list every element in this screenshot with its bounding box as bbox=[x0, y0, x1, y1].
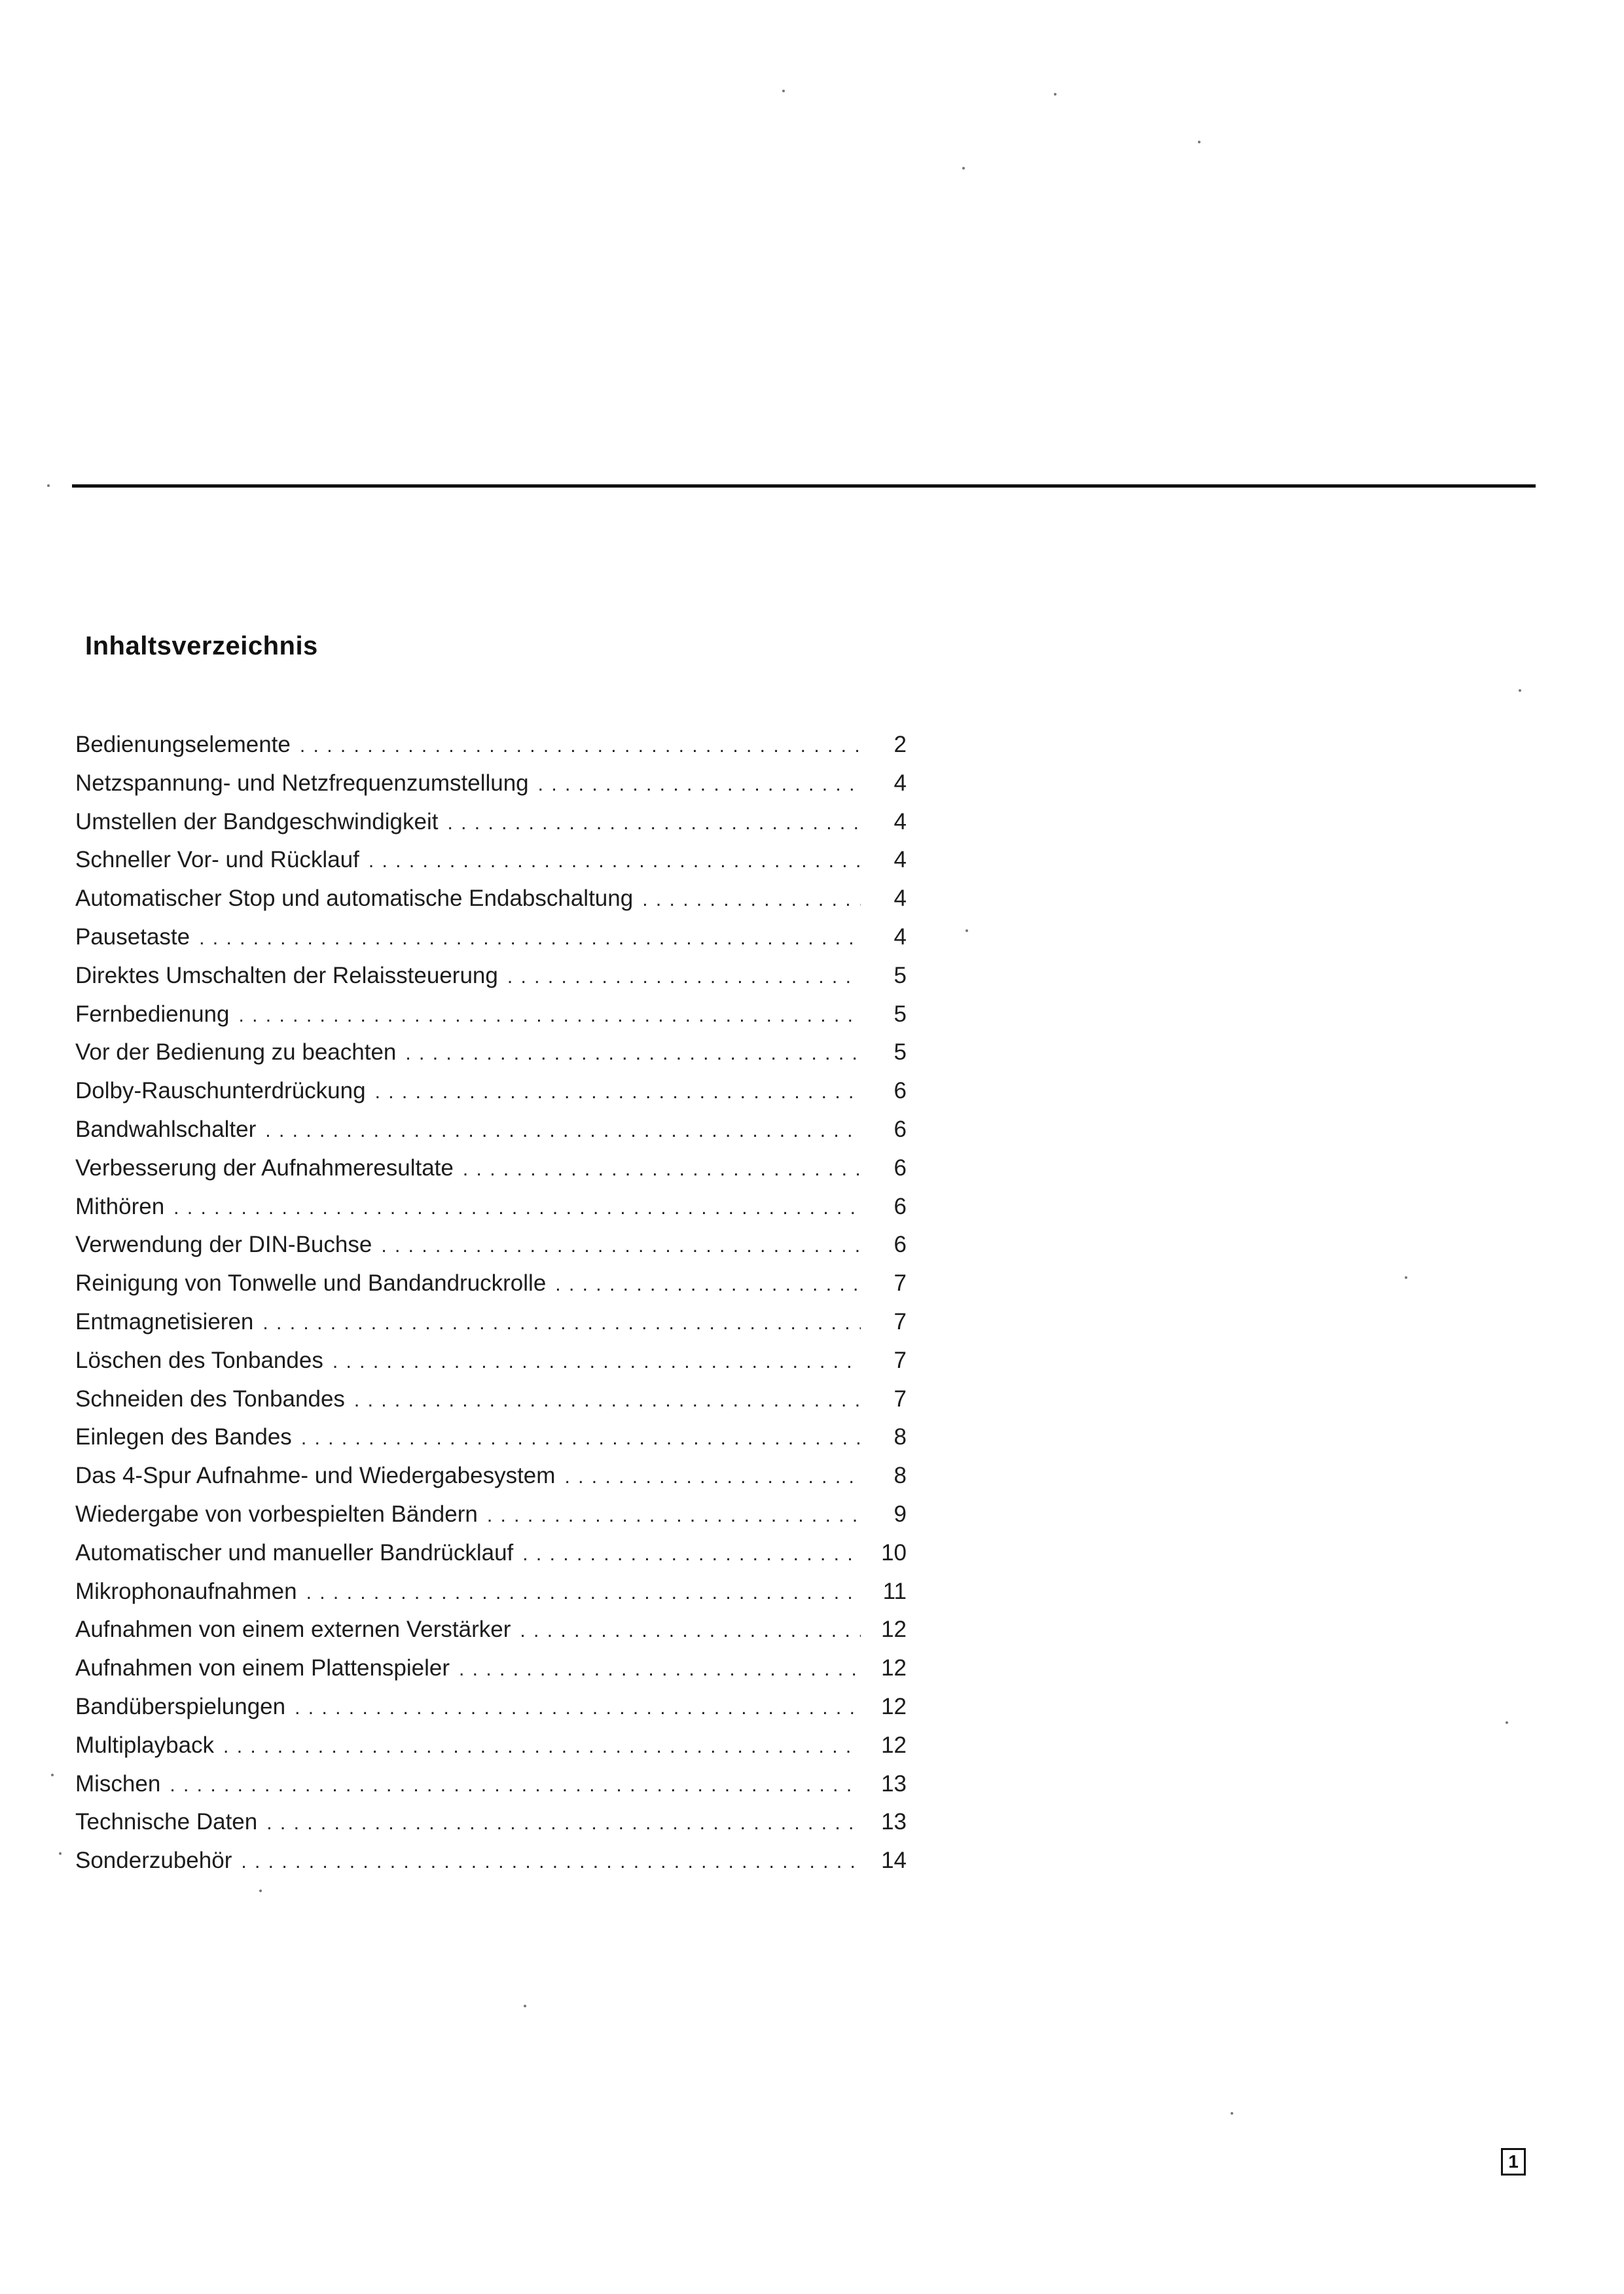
dot-leader bbox=[301, 1427, 861, 1450]
dot-leader bbox=[354, 1389, 861, 1412]
dot-leader bbox=[564, 1466, 861, 1488]
dot-leader bbox=[538, 774, 861, 796]
toc-entry-page: 10 bbox=[881, 1539, 907, 1566]
toc-entry-page: 4 bbox=[893, 923, 907, 950]
toc-entry-title: Bandüberspielungen bbox=[75, 1693, 286, 1719]
toc-entry bbox=[75, 1039, 907, 1078]
toc-entry-page: 7 bbox=[893, 1347, 907, 1373]
dot-leader bbox=[295, 1697, 861, 1719]
toc-entry bbox=[75, 1386, 907, 1425]
toc-entry-page: 6 bbox=[893, 1116, 907, 1142]
toc-entry bbox=[75, 1348, 907, 1386]
toc-entry bbox=[75, 963, 907, 1001]
toc-entry-title: Schneller Vor- und Rücklauf bbox=[75, 847, 359, 873]
dot-leader bbox=[375, 1081, 861, 1103]
toc-entry-title: Bandwahlschalter bbox=[75, 1116, 257, 1142]
toc-entry-title: Multiplayback bbox=[75, 1732, 215, 1758]
toc-entry bbox=[75, 1001, 907, 1040]
toc-entry-title: Sonderzubehör bbox=[75, 1848, 232, 1874]
toc-entry-page: 6 bbox=[893, 1193, 907, 1219]
toc-entry-title: Mikrophonaufnahmen bbox=[75, 1578, 297, 1604]
toc-entry bbox=[75, 924, 907, 963]
toc-entry-page: 5 bbox=[893, 1039, 907, 1066]
dot-leader bbox=[555, 1274, 861, 1296]
dot-leader bbox=[507, 966, 861, 988]
toc-entry bbox=[75, 1732, 907, 1771]
page-title: Inhaltsverzeichnis bbox=[85, 632, 318, 660]
toc-entry-page: 12 bbox=[881, 1693, 907, 1719]
toc-entry bbox=[75, 1117, 907, 1155]
toc-entry bbox=[75, 847, 907, 886]
toc-entry bbox=[75, 770, 907, 809]
toc-entry-title: Direktes Umschalten der Relaissteuerung bbox=[75, 962, 498, 988]
toc-entry-title: Aufnahmen von einem externen Verstärker bbox=[75, 1617, 511, 1643]
scan-speck bbox=[962, 167, 965, 170]
horizontal-rule bbox=[72, 484, 1536, 488]
toc-entry-page: 12 bbox=[881, 1655, 907, 1681]
toc-entry-title: Umstellen der Bandgeschwindigkeit bbox=[75, 808, 439, 834]
toc-entry-title: Vor der Bedienung zu beachten bbox=[75, 1039, 397, 1066]
dot-leader bbox=[520, 1620, 861, 1642]
scan-speck bbox=[1405, 1276, 1407, 1279]
toc-entry bbox=[75, 1771, 907, 1810]
toc-entry-page: 8 bbox=[893, 1424, 907, 1450]
scan-speck bbox=[51, 1774, 54, 1776]
toc-entry-title: Mithören bbox=[75, 1193, 165, 1219]
toc-entry-page: 4 bbox=[893, 770, 907, 796]
toc-entry bbox=[75, 1270, 907, 1309]
dot-leader bbox=[199, 927, 861, 950]
toc-entry-page: 6 bbox=[893, 1155, 907, 1181]
scan-speck bbox=[1198, 141, 1200, 143]
toc-entry bbox=[75, 1232, 907, 1270]
toc-entry-page: 2 bbox=[893, 732, 907, 757]
toc-entry-title: Reinigung von Tonwelle und Bandandruckrolle bbox=[75, 1270, 547, 1297]
toc-entry-title: Technische Daten bbox=[75, 1809, 258, 1835]
toc-entry-title: Entmagnetisieren bbox=[75, 1308, 254, 1335]
toc-entry-page: 5 bbox=[893, 962, 907, 988]
dot-leader bbox=[223, 1736, 861, 1758]
toc-entry-page: 12 bbox=[881, 1617, 907, 1643]
dot-leader bbox=[170, 1774, 861, 1797]
toc-entry-title: Mischen bbox=[75, 1770, 161, 1797]
scan-speck bbox=[1506, 1721, 1508, 1724]
toc-entry-page: 6 bbox=[893, 1232, 907, 1258]
toc-entry-page: 8 bbox=[893, 1463, 907, 1489]
dot-leader bbox=[487, 1505, 861, 1527]
toc-entry-page: 4 bbox=[893, 808, 907, 834]
toc-entry-title: Netzspannung- und Netzfrequenzumstellung bbox=[75, 770, 529, 796]
toc-entry bbox=[75, 1155, 907, 1194]
toc-entry bbox=[75, 1540, 907, 1579]
dot-leader bbox=[642, 889, 861, 911]
dot-leader bbox=[266, 1812, 861, 1835]
toc-entry-title: Dolby-Rauschunterdrückung bbox=[75, 1078, 366, 1104]
toc-entry bbox=[75, 1501, 907, 1540]
scan-speck bbox=[59, 1852, 62, 1855]
toc-entry bbox=[75, 1309, 907, 1348]
dot-leader bbox=[265, 1120, 861, 1142]
toc-entry bbox=[75, 1463, 907, 1501]
dot-leader bbox=[522, 1543, 861, 1566]
toc-entry-page: 4 bbox=[893, 847, 907, 873]
toc-entry-title: Fernbedienung bbox=[75, 1001, 230, 1027]
toc-entry-title: Einlegen des Bandes bbox=[75, 1424, 292, 1450]
toc-entry bbox=[75, 1579, 907, 1617]
toc-entry-page: 5 bbox=[893, 1001, 907, 1027]
dot-leader bbox=[241, 1851, 861, 1873]
toc-entry-title: Schneiden des Tonbandes bbox=[75, 1386, 345, 1412]
toc-entry bbox=[75, 1617, 907, 1655]
dot-leader bbox=[333, 1351, 861, 1373]
toc-entry-page: 14 bbox=[881, 1848, 907, 1874]
scan-speck bbox=[782, 90, 785, 92]
toc-entry-page: 12 bbox=[881, 1732, 907, 1758]
toc-entry-page: 13 bbox=[881, 1809, 907, 1835]
toc-entry bbox=[75, 809, 907, 848]
toc-entry-page: 7 bbox=[893, 1386, 907, 1412]
toc-entry-title: Aufnahmen von einem Plattenspieler bbox=[75, 1655, 450, 1681]
dot-leader bbox=[173, 1197, 861, 1219]
toc-entry bbox=[75, 1194, 907, 1232]
toc-entry bbox=[75, 1424, 907, 1463]
dot-leader bbox=[459, 1658, 861, 1681]
toc-entry bbox=[75, 886, 907, 924]
dot-leader bbox=[405, 1043, 861, 1065]
dot-leader bbox=[463, 1158, 861, 1181]
toc-entry-title: Wiedergabe von vorbespielten Bändern bbox=[75, 1501, 478, 1527]
scan-speck bbox=[47, 484, 50, 487]
dot-leader bbox=[262, 1312, 861, 1335]
table-of-contents bbox=[75, 732, 907, 1886]
toc-entry-title: Verwendung der DIN-Buchse bbox=[75, 1232, 372, 1258]
scan-speck bbox=[965, 929, 968, 932]
toc-entry bbox=[75, 1809, 907, 1848]
dot-leader bbox=[238, 1005, 861, 1027]
scan-speck bbox=[1231, 2112, 1233, 2115]
toc-entry-page: 4 bbox=[893, 886, 907, 912]
toc-entry-title: Automatischer Stop und automatische Endabschaltung bbox=[75, 886, 634, 912]
scan-speck bbox=[524, 2005, 526, 2007]
toc-entry bbox=[75, 1078, 907, 1117]
toc-entry bbox=[75, 732, 907, 770]
toc-entry bbox=[75, 1848, 907, 1886]
toc-entry-page: 9 bbox=[893, 1501, 907, 1527]
toc-entry-page: 11 bbox=[882, 1578, 907, 1604]
scan-speck bbox=[1519, 689, 1521, 692]
toc-entry bbox=[75, 1694, 907, 1732]
scan-speck bbox=[259, 1890, 262, 1892]
dot-leader bbox=[381, 1235, 861, 1257]
dot-leader bbox=[306, 1582, 861, 1604]
toc-entry-title: Bedienungselemente bbox=[75, 732, 291, 757]
toc-entry-title: Verbesserung der Aufnahmeresultate bbox=[75, 1155, 454, 1181]
dot-leader bbox=[369, 850, 861, 872]
dot-leader bbox=[300, 735, 861, 757]
toc-entry-title: Automatischer und manueller Bandrücklauf bbox=[75, 1539, 514, 1566]
toc-entry bbox=[75, 1655, 907, 1694]
page-number: 1 bbox=[1501, 2148, 1526, 2176]
toc-entry-title: Pausetaste bbox=[75, 923, 190, 950]
scan-speck bbox=[1054, 93, 1056, 96]
toc-entry-page: 7 bbox=[893, 1270, 907, 1297]
toc-entry-page: 13 bbox=[881, 1770, 907, 1797]
toc-entry-title: Das 4-Spur Aufnahme- und Wiedergabesystem bbox=[75, 1463, 556, 1489]
dot-leader bbox=[447, 812, 861, 834]
toc-entry-title: Löschen des Tonbandes bbox=[75, 1347, 323, 1373]
toc-entry-page: 6 bbox=[893, 1078, 907, 1104]
toc-entry-page: 7 bbox=[893, 1308, 907, 1335]
